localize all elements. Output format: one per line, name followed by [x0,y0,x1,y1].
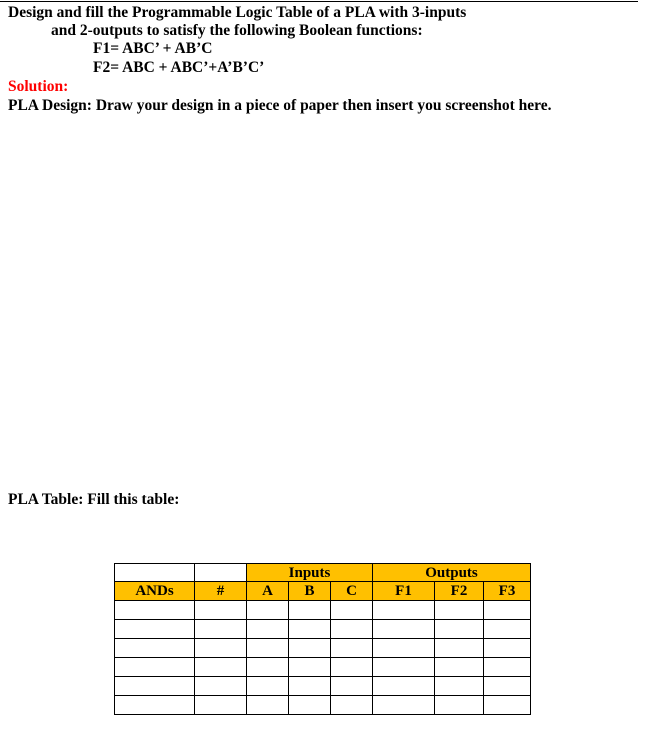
table-row [115,696,531,715]
table-cell[interactable] [331,658,373,677]
table-cell[interactable] [484,639,531,658]
screenshot-insert-area[interactable] [8,118,638,483]
table-cell[interactable] [435,601,484,620]
table-column-header-row [115,582,531,601]
col-header-number: # [195,582,247,601]
col-header-f3: F3 [484,582,531,601]
table-cell[interactable] [247,658,289,677]
table-cell[interactable] [195,601,247,620]
table-cell[interactable] [247,620,289,639]
table-cell[interactable] [195,696,247,715]
question-line-1: Design and fill the Programmable Logic Table of a PLA with 3-inputs [8,4,467,21]
table-cell[interactable] [115,620,195,639]
table-cell[interactable] [331,620,373,639]
table-row [115,620,531,639]
table-cell[interactable] [247,639,289,658]
table-cell[interactable] [373,639,435,658]
table-cell[interactable] [115,639,195,658]
table-cell[interactable] [484,677,531,696]
table-cell[interactable] [435,696,484,715]
question-line-2: and 2-outputs to satisfy the following Boolean functions: [51,22,423,39]
col-header-c: C [331,582,373,601]
table-cell[interactable] [247,601,289,620]
table-cell[interactable] [115,696,195,715]
table-corner-cell [195,564,247,582]
table-cell[interactable] [247,677,289,696]
table-row [115,677,531,696]
col-header-f2: F2 [435,582,484,601]
table-group-header-row [115,564,531,582]
top-rule [0,1,638,2]
pla-table [114,563,531,715]
table-corner-cell [115,564,195,582]
col-header-a: A [247,582,289,601]
function-f1: F1= ABC’ + AB’C [93,40,213,57]
table-cell[interactable] [115,601,195,620]
col-header-ands: ANDs [115,582,195,601]
table-cell[interactable] [195,620,247,639]
table-cell[interactable] [289,658,331,677]
function-f2: F2= ABC + ABC’+A’B’C’ [93,59,265,76]
table-cell[interactable] [435,639,484,658]
table-cell[interactable] [373,696,435,715]
table-cell[interactable] [484,601,531,620]
table-cell[interactable] [331,639,373,658]
table-cell[interactable] [435,620,484,639]
table-cell[interactable] [435,677,484,696]
table-cell[interactable] [289,696,331,715]
table-cell[interactable] [115,658,195,677]
table-cell[interactable] [195,639,247,658]
table-cell[interactable] [247,696,289,715]
table-cell[interactable] [484,658,531,677]
table-cell[interactable] [435,658,484,677]
table-cell[interactable] [331,677,373,696]
table-cell[interactable] [331,601,373,620]
table-cell[interactable] [289,677,331,696]
table-row [115,658,531,677]
pla-design-prompt: PLA Design: Draw your design in a piece of paper then insert you screenshot here. [8,97,552,114]
table-cell[interactable] [115,677,195,696]
table-cell[interactable] [289,601,331,620]
table-cell[interactable] [289,639,331,658]
col-header-f1: F1 [373,582,435,601]
table-cell[interactable] [373,658,435,677]
table-cell[interactable] [195,658,247,677]
table-cell[interactable] [484,620,531,639]
outputs-group-header: Outputs [373,564,531,582]
table-cell[interactable] [289,620,331,639]
solution-label: Solution: [8,78,69,95]
table-cell[interactable] [373,677,435,696]
table-cell[interactable] [484,696,531,715]
table-body [115,601,531,715]
table-cell[interactable] [373,601,435,620]
col-header-b: B [289,582,331,601]
table-cell[interactable] [331,696,373,715]
table-cell[interactable] [373,620,435,639]
table-row [115,601,531,620]
inputs-group-header: Inputs [247,564,373,582]
table-row [115,639,531,658]
table-cell[interactable] [195,677,247,696]
pla-table-prompt: PLA Table: Fill this table: [8,491,180,508]
